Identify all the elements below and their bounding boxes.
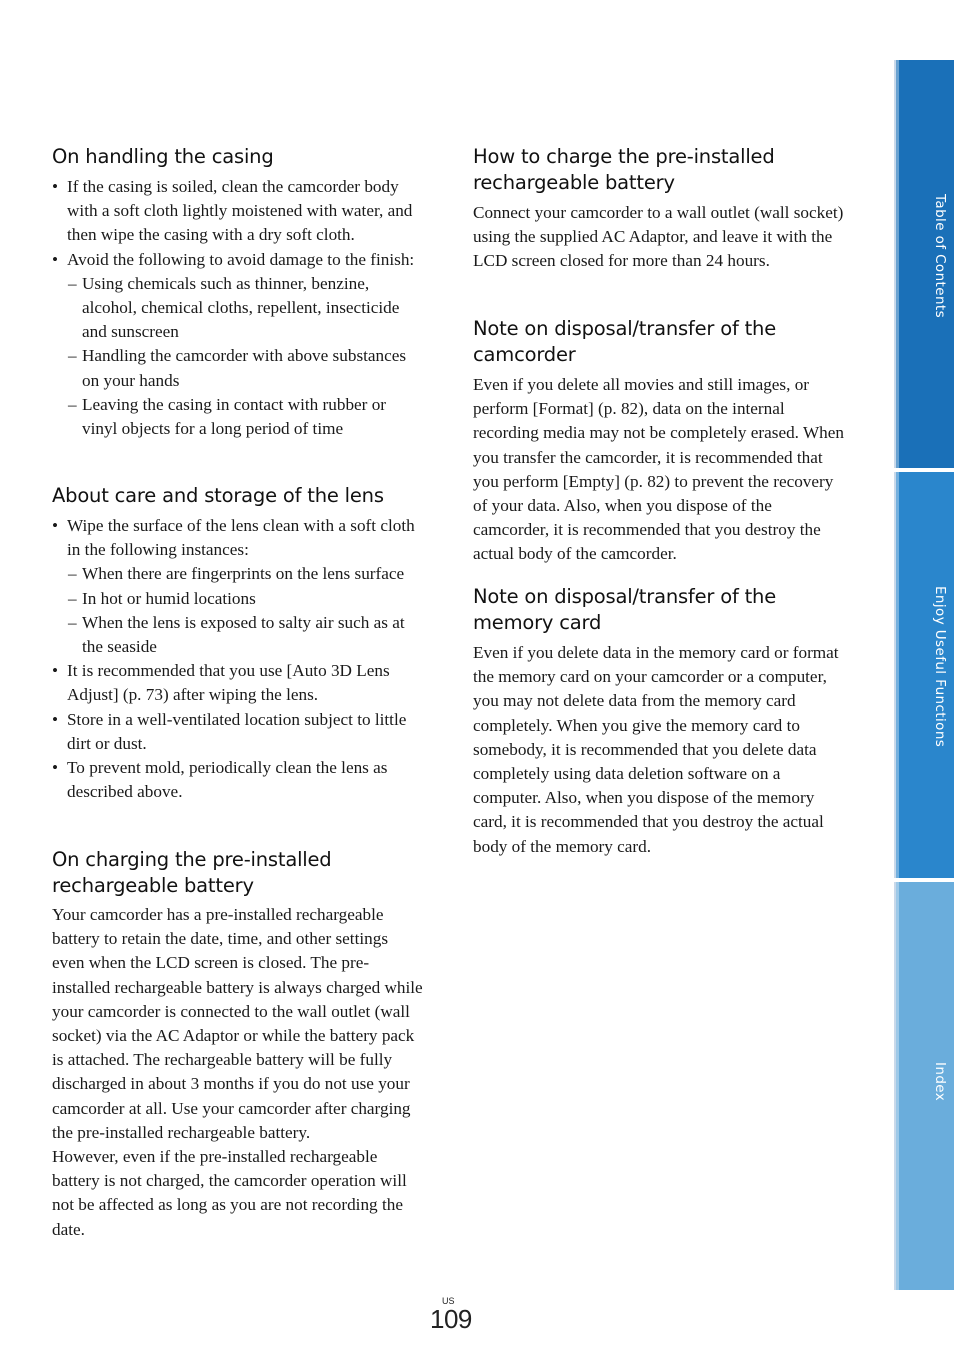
heading-line: camcorder	[473, 343, 576, 366]
list-item: • It is recommended that you use [Auto 3D Lens Adjust] (p. 73) after wiping the lens.	[52, 659, 424, 707]
heading-line: On charging the pre-installed	[52, 848, 332, 871]
section-heading: On handling the casing	[52, 145, 274, 168]
heading-line: memory card	[473, 611, 602, 634]
section-disposal-memory-card	[473, 584, 851, 859]
section-howto-charge	[473, 144, 851, 274]
paragraph: Your camcorder has a pre-installed rechargeable battery to retain the date, time, and other settings even when the LCD screen is closed. The pre-installed rechargeable battery is always charged while your camcorder is connected to the wall outlet (wall socket) via the AC Adaptor or while the battery pack is attached. The rechargeable battery will be fully discharged in about 3 months if you do not use your camcorder at all. Use your camcorder after charging the pre-installed rechargeable battery.	[52, 905, 423, 1142]
section-disposal-camcorder	[473, 316, 851, 567]
dash-list	[67, 272, 424, 441]
list-item-text: Wipe the surface of the lens clean with a soft cloth in the following instances:	[67, 516, 415, 560]
bullet-list	[52, 514, 424, 804]
list-item	[52, 514, 424, 659]
tab-index[interactable]	[894, 882, 954, 1290]
section-charging	[52, 847, 424, 1242]
tab-label: Index	[932, 1062, 948, 1102]
heading-line: Note on disposal/transfer of the	[473, 317, 777, 340]
heading-line: rechargeable battery	[52, 874, 254, 897]
sub-list-item: – Leaving the casing in contact with rubber or vinyl objects for a long period of time	[67, 393, 424, 441]
side-navigation	[894, 60, 954, 1290]
dash-list	[67, 562, 424, 659]
section-heading	[473, 584, 851, 636]
tab-label: Table of Contents	[932, 194, 948, 319]
heading-line: How to charge the pre-installed	[473, 145, 775, 168]
bullet-list	[52, 175, 424, 441]
section-handling-casing	[52, 144, 424, 441]
sub-list-item: – Using chemicals such as thinner, benzine, alcohol, chemical cloths, repellent, insecticide and sunscreen	[67, 272, 424, 345]
tab-enjoy-useful-functions[interactable]	[894, 472, 954, 878]
sub-list-item: – When there are fingerprints on the lens surface	[67, 562, 424, 586]
heading-line: rechargeable battery	[473, 171, 675, 194]
section-heading	[473, 316, 851, 368]
page-region-code: US	[442, 1296, 455, 1306]
section-heading: About care and storage of the lens	[52, 484, 384, 507]
paragraph: Even if you delete all movies and still images, or perform [Format] (p. 82), data on the internal recording media may not be completely erased. When you transfer the camcorder, it is recommended that you perform [Empty] (p. 82) to prevent the recovery of your data. Also, when you dispose of the camcorder, it is recommended that you destroy the actual body of the camcorder.	[473, 375, 844, 564]
section-lens-care	[52, 483, 424, 804]
list-item: • To prevent mold, periodically clean the lens as described above.	[52, 756, 424, 804]
paragraph: Even if you delete data in the memory card or format the memory card on your camcorder or a computer, you may not delete data from the memory card completely. When you give the memory card to somebody, it is recommended that you delete data completely using data deletion software on a computer. Also, when you dispose of the memory card, it is recommended that you destroy the actual body of the memory card.	[473, 643, 839, 856]
paragraph: However, even if the pre-installed rechargeable battery is not charged, the camcorder operation will not be affected as long as you are not recording the date.	[52, 1147, 407, 1239]
list-item	[52, 248, 424, 442]
heading-line: Note on disposal/transfer of the	[473, 585, 777, 608]
sub-list-item: – Handling the camcorder with above substances on your hands	[67, 344, 424, 392]
list-item: • If the casing is soiled, clean the camcorder body with a soft cloth lightly moistened with water, and then wipe the casing with a dry soft cloth.	[52, 175, 424, 248]
section-heading	[473, 144, 851, 196]
sub-list-item: – When the lens is exposed to salty air such as at the seaside	[67, 611, 424, 659]
page-number: 109	[430, 1304, 472, 1334]
section-heading	[52, 847, 424, 899]
tab-label: Enjoy Useful Functions	[932, 586, 948, 748]
sub-list-item: – In hot or humid locations	[67, 587, 424, 611]
tab-table-of-contents[interactable]	[894, 60, 954, 468]
paragraph: Connect your camcorder to a wall outlet (wall socket) using the supplied AC Adaptor, and leave it with the LCD screen closed for more than 24 hours.	[473, 203, 844, 271]
list-item-text: Avoid the following to avoid damage to the finish:	[67, 249, 415, 269]
list-item: • Store in a well-ventilated location subject to little dirt or dust.	[52, 708, 424, 756]
